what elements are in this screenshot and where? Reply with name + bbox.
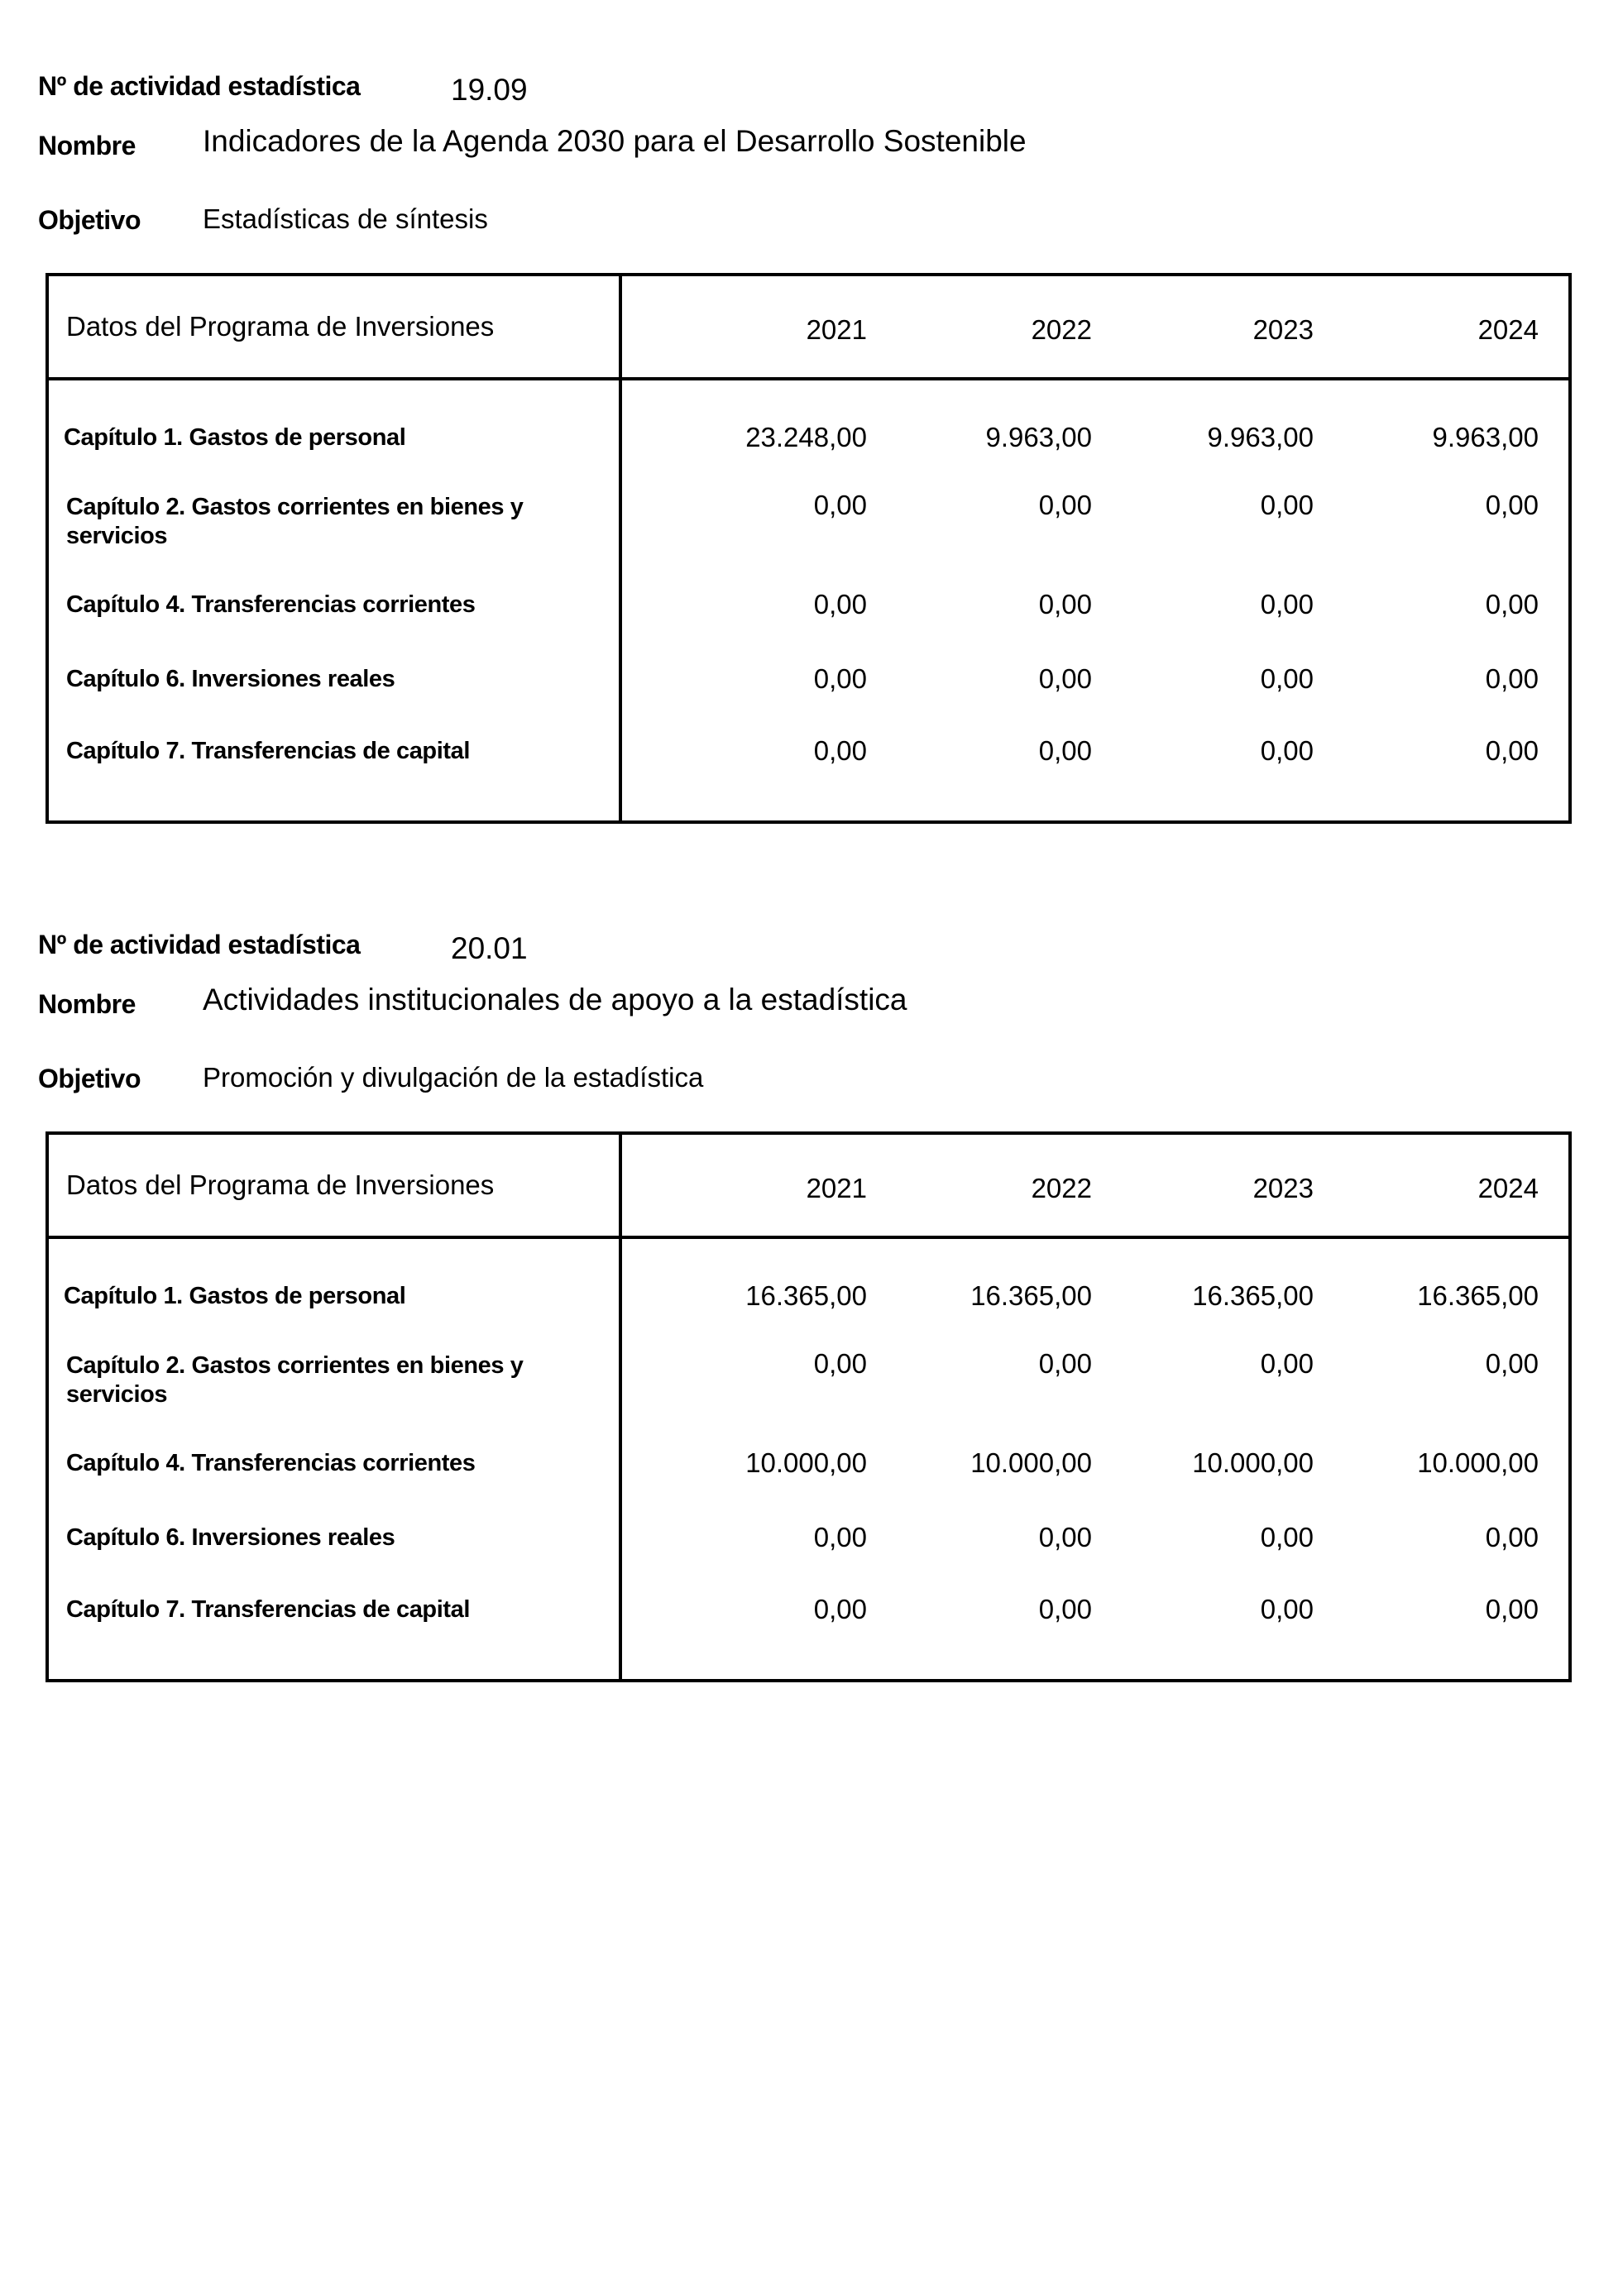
activity-number: 19.09 (451, 73, 528, 107)
year-header: 2021 (806, 314, 867, 345)
table-cell: 16.365,00 (1417, 1280, 1539, 1311)
table-cell: 9.963,00 (1432, 422, 1539, 452)
activity-number-label: Nº de actividad estadística (38, 71, 361, 101)
table-cell: 0,00 (1038, 589, 1092, 619)
table-cell: 0,00 (813, 735, 867, 766)
table-cell: 0,00 (813, 1348, 867, 1379)
row-label: Capítulo 6. Inversiones reales (66, 1524, 395, 1551)
year-header: 2024 (1477, 314, 1539, 345)
year-header: 2022 (1031, 1173, 1092, 1203)
activity-number-label: Nº de actividad estadística (38, 930, 361, 959)
table-cell: 0,00 (1260, 490, 1314, 520)
table-header-label: Datos del Programa de Inversiones (66, 1170, 495, 1200)
year-header: 2023 (1252, 1173, 1314, 1203)
table-header-label: Datos del Programa de Inversiones (66, 311, 495, 342)
investment-table (45, 1131, 1572, 1682)
table-cell: 0,00 (1485, 589, 1539, 619)
nombre-label: Nombre (38, 131, 136, 160)
row-label: Capítulo 7. Transferencias de capital (66, 738, 471, 764)
table-cell: 0,00 (1485, 735, 1539, 766)
table-cell: 0,00 (1260, 1594, 1314, 1624)
table-cell: 0,00 (1038, 1348, 1092, 1379)
table-cell: 9.963,00 (985, 422, 1092, 452)
activity-number: 20.01 (451, 931, 528, 965)
table-cell: 16.365,00 (970, 1280, 1092, 1311)
table-divider-vertical (619, 276, 622, 820)
row-label: Capítulo 2. Gastos corrientes en bienes y servicios (66, 494, 524, 549)
row-label: Capítulo 4. Transferencias corrientes (66, 591, 476, 618)
table-cell: 9.963,00 (1207, 422, 1314, 452)
table-cell: 0,00 (813, 490, 867, 520)
nombre-label: Nombre (38, 989, 136, 1019)
table-divider-horizontal (49, 377, 1568, 380)
table-cell: 0,00 (1485, 1522, 1539, 1552)
table-cell: 0,00 (1260, 663, 1314, 694)
table-cell: 0,00 (1485, 490, 1539, 520)
table-cell: 0,00 (1485, 1594, 1539, 1624)
table-cell: 0,00 (1038, 1522, 1092, 1552)
row-label: Capítulo 6. Inversiones reales (66, 666, 395, 692)
row-label: Capítulo 1. Gastos de personal (64, 424, 406, 451)
year-header: 2024 (1477, 1173, 1539, 1203)
objetivo-value: Estadísticas de síntesis (203, 203, 488, 234)
table-cell: 0,00 (1038, 735, 1092, 766)
nombre-value: Indicadores de la Agenda 2030 para el Desarrollo Sostenible (203, 124, 1027, 158)
table-cell: 10.000,00 (745, 1447, 867, 1478)
year-header: 2023 (1252, 314, 1314, 345)
objetivo-label: Objetivo (38, 1064, 141, 1093)
objetivo-value: Promoción y divulgación de la estadística (203, 1062, 704, 1093)
table-cell: 0,00 (1038, 1594, 1092, 1624)
table-cell: 16.365,00 (1192, 1280, 1314, 1311)
table-cell: 0,00 (1260, 735, 1314, 766)
year-header: 2021 (806, 1173, 867, 1203)
table-cell: 10.000,00 (970, 1447, 1092, 1478)
nombre-value: Actividades institucionales de apoyo a la estadística (203, 983, 907, 1016)
row-label: Capítulo 1. Gastos de personal (64, 1283, 406, 1309)
table-cell: 0,00 (813, 589, 867, 619)
table-cell: 0,00 (1260, 589, 1314, 619)
table-cell: 0,00 (1038, 663, 1092, 694)
row-label: Capítulo 2. Gastos corrientes en bienes y servicios (66, 1352, 524, 1408)
table-cell: 0,00 (1485, 663, 1539, 694)
table-cell: 0,00 (813, 1594, 867, 1624)
row-label: Capítulo 7. Transferencias de capital (66, 1596, 471, 1623)
table-cell: 10.000,00 (1192, 1447, 1314, 1478)
table-cell: 0,00 (813, 1522, 867, 1552)
table-divider-horizontal (49, 1236, 1568, 1239)
objetivo-label: Objetivo (38, 205, 141, 235)
table-divider-vertical (619, 1135, 622, 1679)
table-cell: 0,00 (1260, 1522, 1314, 1552)
row-label: Capítulo 4. Transferencias corrientes (66, 1450, 476, 1476)
table-cell: 0,00 (1485, 1348, 1539, 1379)
table-cell: 0,00 (1260, 1348, 1314, 1379)
year-header: 2022 (1031, 314, 1092, 345)
table-cell: 23.248,00 (745, 422, 867, 452)
table-cell: 16.365,00 (745, 1280, 867, 1311)
investment-table (45, 273, 1572, 824)
table-cell: 0,00 (1038, 490, 1092, 520)
table-cell: 10.000,00 (1417, 1447, 1539, 1478)
table-cell: 0,00 (813, 663, 867, 694)
